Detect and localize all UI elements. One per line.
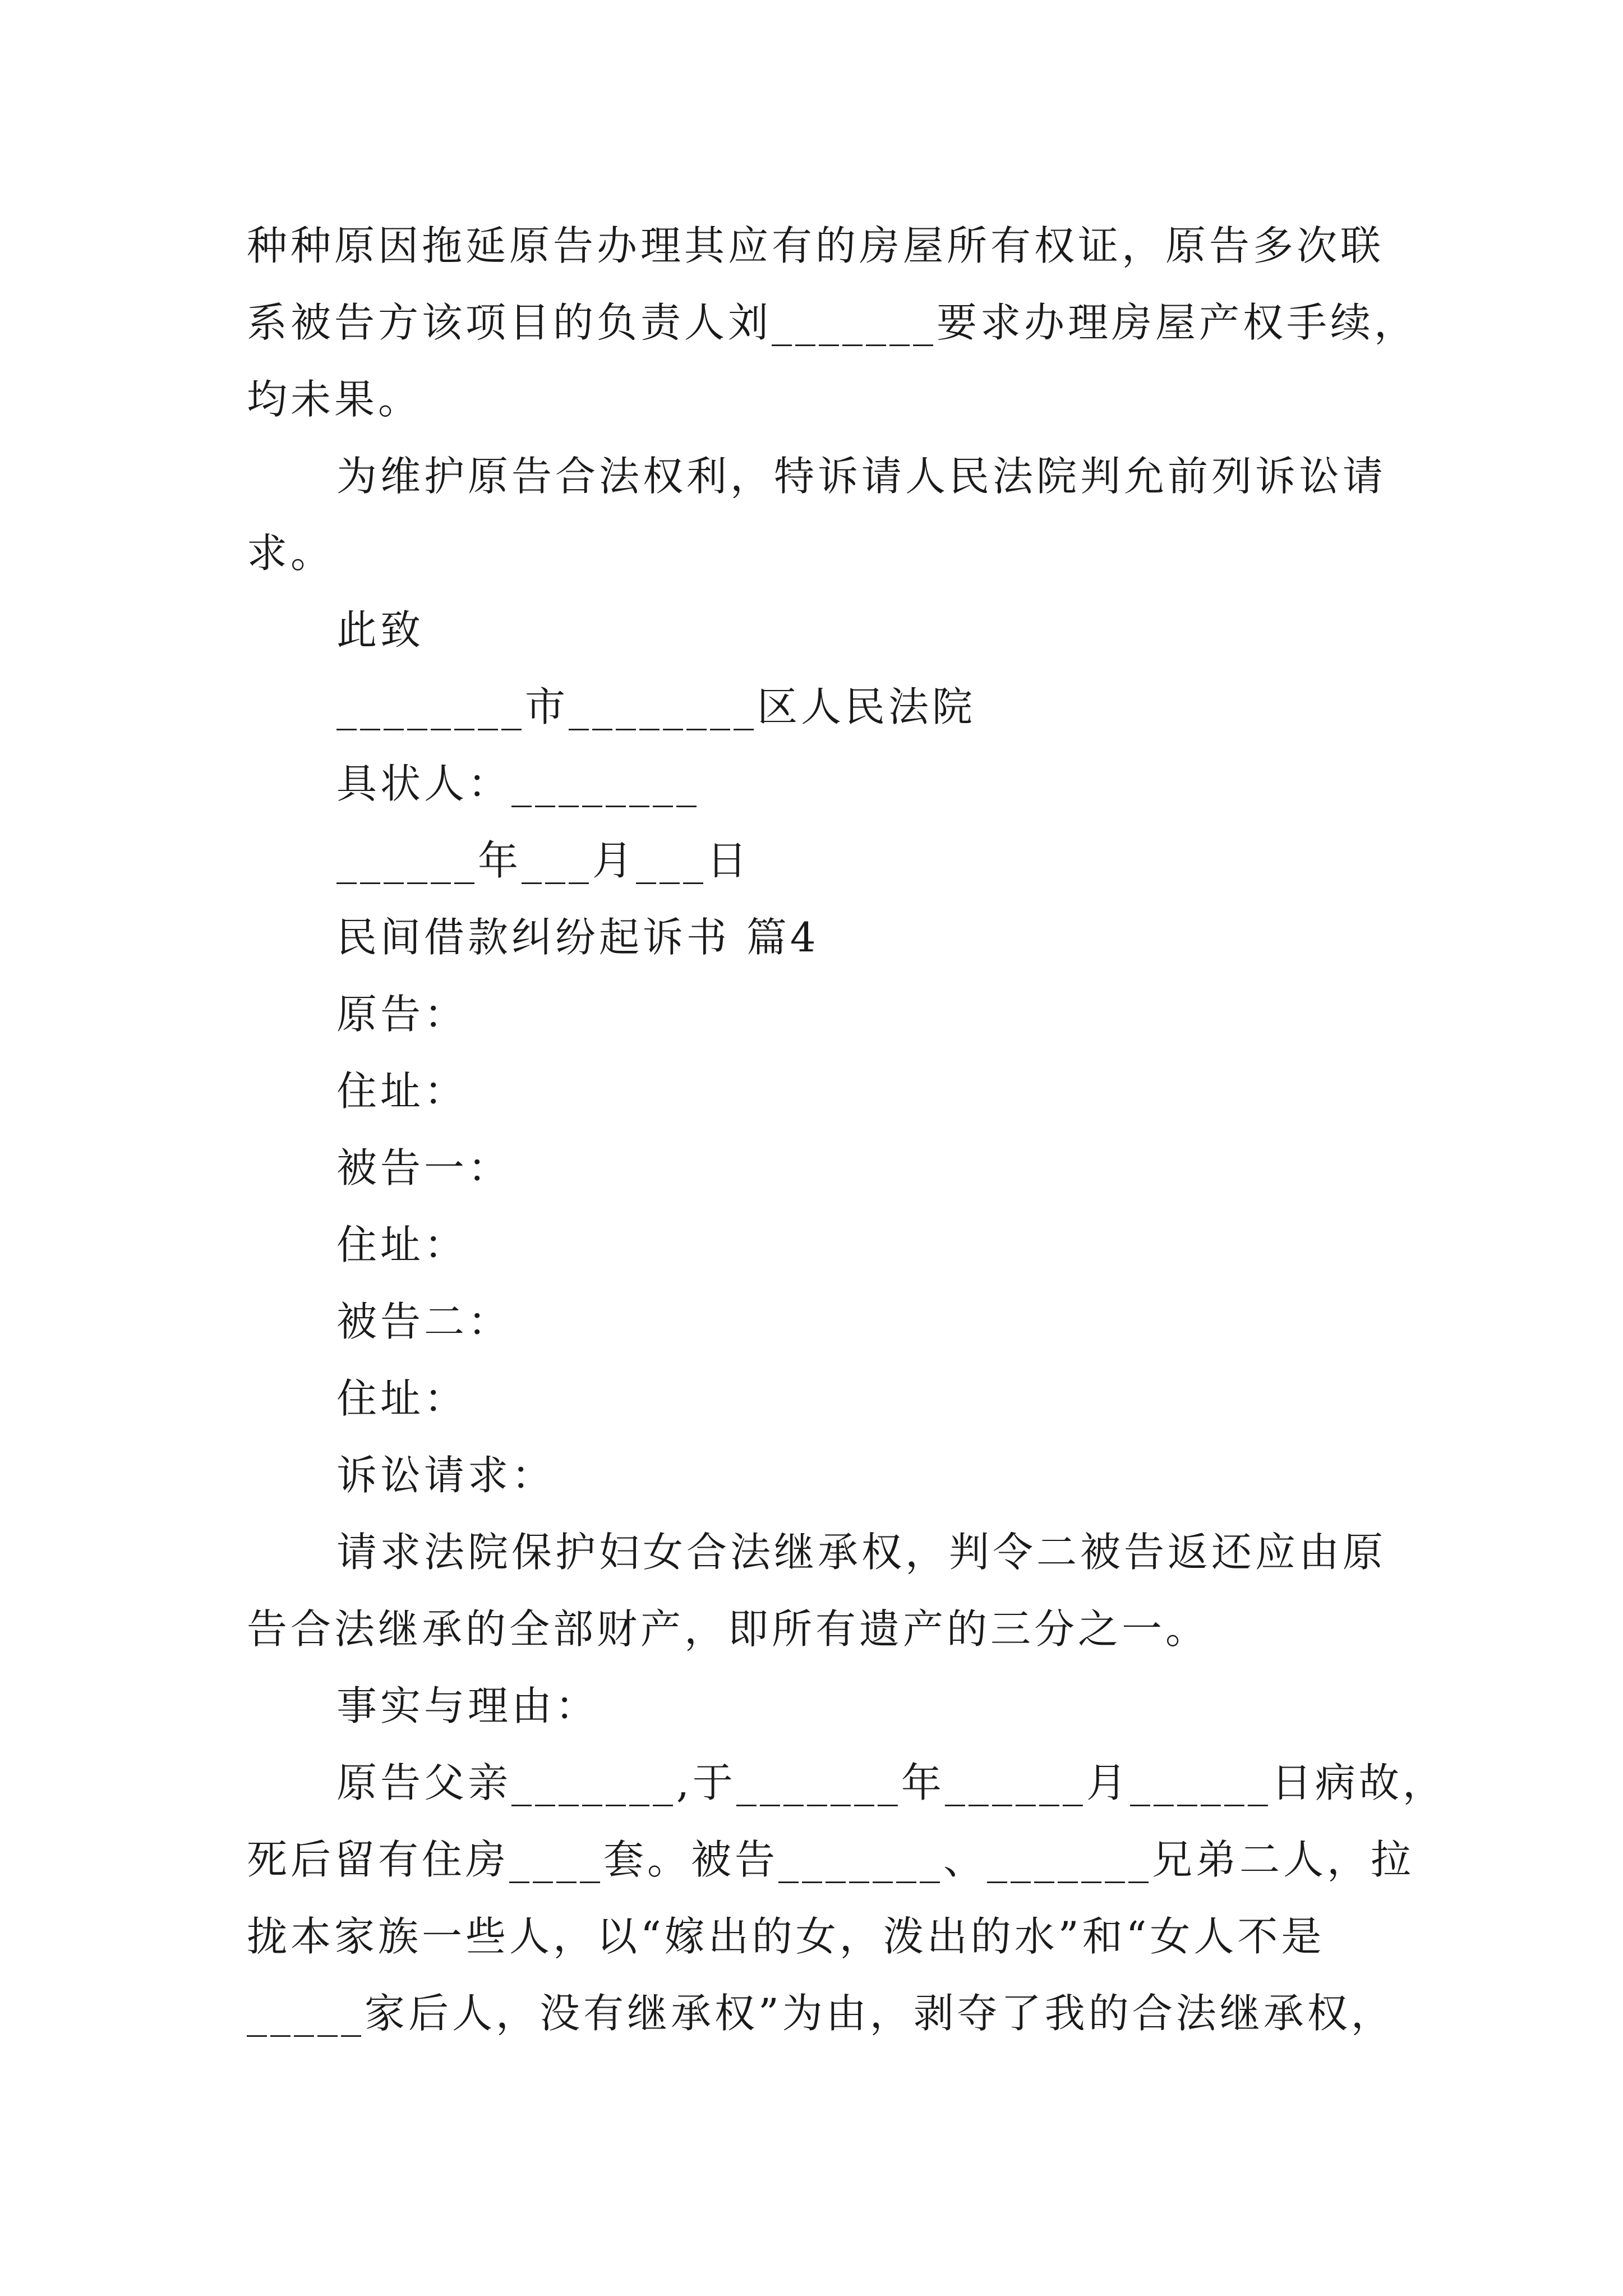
text-line: 求。 <box>247 530 335 577</box>
address-label: 住址： <box>336 1375 468 1422</box>
text-line: _____家后人，没有继承权”为由，剥夺了我的合法继承权， <box>247 1990 1395 2037</box>
text-line: 死后留有住房____套。被告_______、_______兄弟二人，拉 <box>247 1836 1415 1883</box>
paragraph-start: 请求法院保护妇女合法继承权，判令二被告返还应由原 <box>336 1529 1387 1576</box>
text-line: 系被告方该项目的负责人刘_______要求办理房屋产权手续， <box>247 299 1418 346</box>
salutation: 此致 <box>336 606 425 654</box>
address-label: 住址： <box>336 1068 468 1115</box>
section-title: 民间借款纠纷起诉书 篇4 <box>336 914 819 961</box>
paragraph-start: 为维护原告合法权利，特诉请人民法院判允前列诉讼请 <box>336 453 1387 500</box>
defendant-one-label: 被告一： <box>336 1144 512 1191</box>
text-line: 均未果。 <box>247 376 422 423</box>
paragraph-start: 原告父亲_______,于_______年______月______日病故， <box>336 1759 1446 1806</box>
plaintiff-label: 原告： <box>336 991 468 1038</box>
text-line: 种种原因拖延原告办理其应有的房屋所有权证，原告多次联 <box>247 222 1385 269</box>
document-body <box>247 208 1446 2052</box>
date-line: ______年___月___日 <box>336 837 751 884</box>
defendant-two-label: 被告二： <box>336 1298 512 1345</box>
claims-heading: 诉讼请求： <box>336 1452 556 1499</box>
text-line: 告合法继承的全部财产，即所有遗产的三分之一。 <box>247 1605 1210 1653</box>
signatory: 具状人：________ <box>336 760 700 807</box>
facts-heading: 事实与理由： <box>336 1682 600 1729</box>
text-line: 拢本家族一些人，以“嫁出的女，泼出的水”和“女人不是 <box>247 1913 1325 1960</box>
court-addressee: ________市________区人民法院 <box>336 683 976 730</box>
address-label: 住址： <box>336 1221 468 1268</box>
